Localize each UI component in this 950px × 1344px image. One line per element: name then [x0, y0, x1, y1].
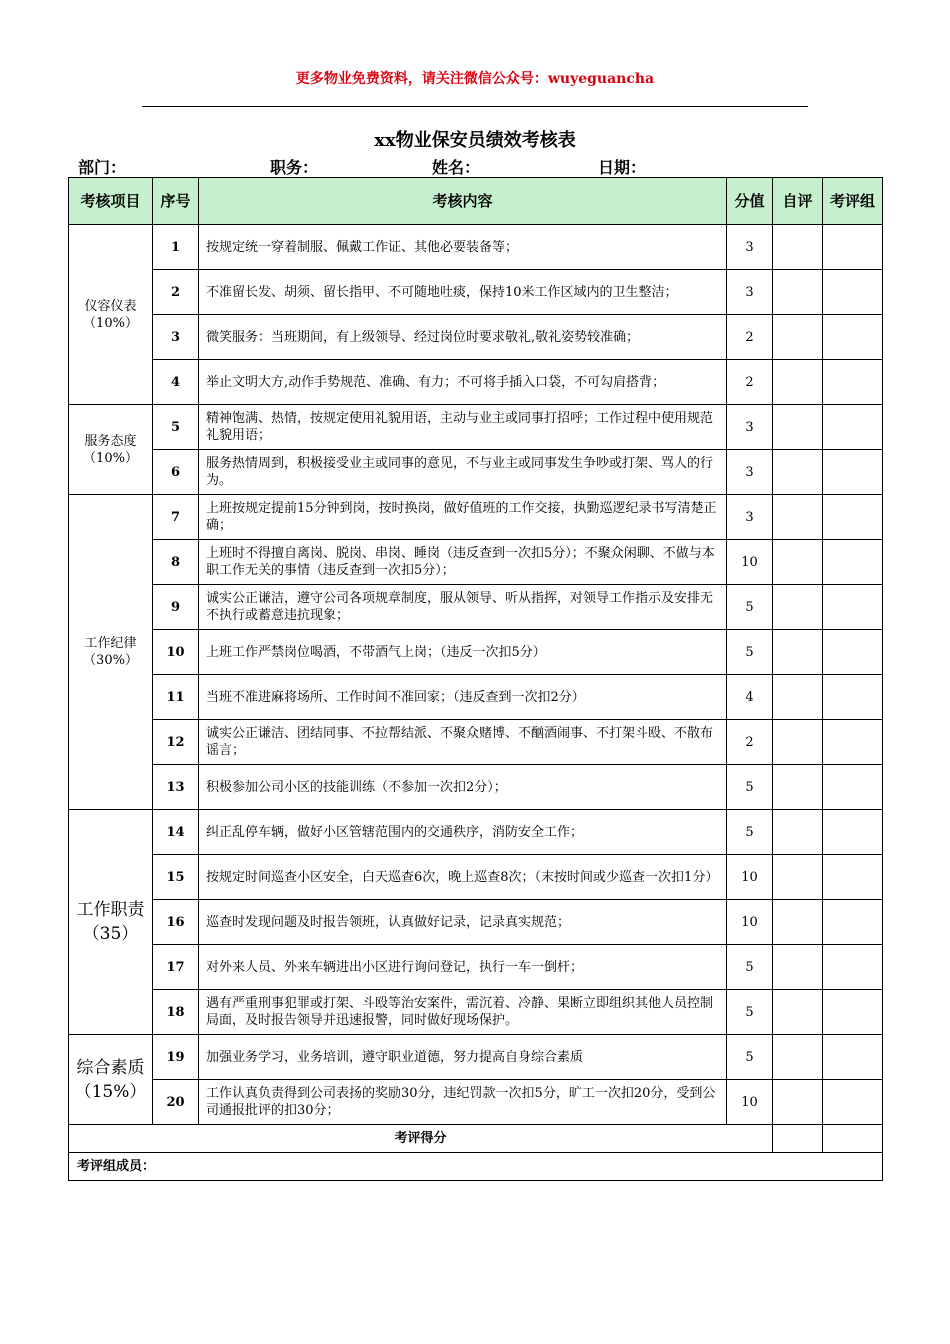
- item-score: 2: [727, 720, 773, 765]
- panel-score-cell[interactable]: [823, 630, 883, 675]
- item-content: 按规定统一穿着制服、佩戴工作证、其他必要装备等；: [199, 225, 727, 270]
- table-row: [69, 810, 883, 855]
- self-score-cell[interactable]: [773, 720, 823, 765]
- item-score: 3: [727, 450, 773, 495]
- date-label: 日期：: [598, 158, 647, 177]
- item-score: 2: [727, 360, 773, 405]
- self-score-cell[interactable]: [773, 810, 823, 855]
- table-row: [69, 630, 883, 675]
- item-no: 9: [153, 585, 199, 630]
- category-quality: [69, 1035, 153, 1125]
- self-score-cell[interactable]: [773, 360, 823, 405]
- self-score-cell[interactable]: [773, 405, 823, 450]
- self-score-cell[interactable]: [773, 450, 823, 495]
- item-content: 加强业务学习，业务培训，遵守职业道德，努力提高自身综合素质: [199, 1035, 727, 1080]
- item-score: 10: [727, 855, 773, 900]
- item-no: 17: [153, 945, 199, 990]
- self-score-cell[interactable]: [773, 630, 823, 675]
- self-score-cell[interactable]: [773, 495, 823, 540]
- item-score: 10: [727, 900, 773, 945]
- item-content: 上班按规定提前15分钟到岗，按时换岗，做好值班的工作交接，执勤巡逻纪录书写清楚正确；: [199, 495, 727, 540]
- item-score: 3: [727, 225, 773, 270]
- item-score: 5: [727, 810, 773, 855]
- dept-label: 部门：: [78, 158, 127, 177]
- table-row: [69, 900, 883, 945]
- item-no: 14: [153, 810, 199, 855]
- item-content: 上班工作严禁岗位喝酒，不带酒气上岗；（违反一次扣5分）: [199, 630, 727, 675]
- header-no: 序号: [153, 178, 199, 225]
- self-score-cell[interactable]: [773, 270, 823, 315]
- item-score: 4: [727, 675, 773, 720]
- item-content: 积极参加公司小区的技能训练（不参加一次扣2分）；: [199, 765, 727, 810]
- self-score-cell[interactable]: [773, 540, 823, 585]
- panel-score-cell[interactable]: [823, 540, 883, 585]
- item-no: 5: [153, 405, 199, 450]
- page-title: xx物业保安员绩效考核表: [374, 130, 576, 151]
- category-name: 综合素质: [76, 1057, 145, 1078]
- item-no: 6: [153, 450, 199, 495]
- form-meta-row: [78, 155, 878, 177]
- table-row: [69, 855, 883, 900]
- self-score-cell[interactable]: [773, 315, 823, 360]
- header-content: 考核内容: [199, 178, 727, 225]
- item-no: 13: [153, 765, 199, 810]
- category-weight: （15%）: [74, 1081, 147, 1102]
- category-name: 仪容仪表: [84, 298, 137, 314]
- position-label: 职务：: [270, 158, 319, 177]
- panel-score-cell[interactable]: [823, 405, 883, 450]
- self-score-cell[interactable]: [773, 855, 823, 900]
- table-row: [69, 765, 883, 810]
- item-content: 遇有严重刑事犯罪或打架、斗殴等治安案件，需沉着、冷静、果断立即组织其他人员控制局面，及时报告领导并迅速报警，同时做好现场保护。: [199, 990, 727, 1035]
- panel-score-cell[interactable]: [823, 720, 883, 765]
- self-score-cell[interactable]: [773, 1035, 823, 1080]
- self-score-cell[interactable]: [773, 1080, 823, 1125]
- table-row: [69, 585, 883, 630]
- item-score: 2: [727, 315, 773, 360]
- table-header-row: [69, 178, 883, 225]
- item-no: 7: [153, 495, 199, 540]
- item-content: 微笑服务：当班期间，有上级领导、经过岗位时要求敬礼,敬礼姿势较准确；: [199, 315, 727, 360]
- assessment-table: [68, 177, 883, 1181]
- table-row: [69, 990, 883, 1035]
- panel-score-cell[interactable]: [823, 1080, 883, 1125]
- panel-score-cell[interactable]: [823, 495, 883, 540]
- table-row: [69, 1035, 883, 1080]
- panel-score-cell[interactable]: [823, 855, 883, 900]
- self-total-cell[interactable]: [773, 1125, 823, 1153]
- item-content: 不准留长发、胡须、留长指甲、不可随地吐痰，保持10米工作区域内的卫生整洁；: [199, 270, 727, 315]
- category-name: 工作职责: [76, 900, 145, 920]
- item-content: 工作认真负责得到公司表扬的奖励30分，违纪罚款一次扣5分，旷工一次扣20分，受到公司通报批评的扣30分；: [199, 1080, 727, 1125]
- self-score-cell[interactable]: [773, 585, 823, 630]
- panel-score-cell[interactable]: [823, 315, 883, 360]
- name-label: 姓名：: [432, 158, 481, 177]
- category-weight: （10%）: [83, 450, 138, 466]
- item-content: 服务热情周到，积极接受业主或同事的意见，不与业主或同事发生争吵或打架、骂人的行为。: [199, 450, 727, 495]
- panel-score-cell[interactable]: [823, 450, 883, 495]
- self-score-cell[interactable]: [773, 765, 823, 810]
- self-score-cell[interactable]: [773, 945, 823, 990]
- item-score: 3: [727, 495, 773, 540]
- item-content: 巡查时发现问题及时报告领班，认真做好记录，记录真实规范；: [199, 900, 727, 945]
- item-score: 3: [727, 270, 773, 315]
- header-self: 自评: [773, 178, 823, 225]
- category-appearance: [69, 225, 153, 405]
- category-name: 工作纪律: [84, 636, 137, 651]
- item-no: 15: [153, 855, 199, 900]
- item-score: 10: [727, 540, 773, 585]
- panel-score-cell[interactable]: [823, 945, 883, 990]
- panel-score-cell[interactable]: [823, 225, 883, 270]
- item-score: 5: [727, 945, 773, 990]
- item-no: 11: [153, 675, 199, 720]
- table-row: [69, 1080, 883, 1125]
- item-content: 纠正乱停车辆，做好小区管辖范围内的交通秩序，消防安全工作；: [199, 810, 727, 855]
- item-content: 上班时不得擅自离岗、脱岗、串岗、睡岗（违反查到一次扣5分）；不聚众闲聊、不做与本职工作无关的事情（违反查到一次扣5分）；: [199, 540, 727, 585]
- table-row: [69, 720, 883, 765]
- item-no: 12: [153, 720, 199, 765]
- item-score: 5: [727, 1035, 773, 1080]
- item-content: 举止文明大方,动作手势规范、准确、有力；不可将手插入口袋，不可勾肩搭背；: [199, 360, 727, 405]
- item-no: 10: [153, 630, 199, 675]
- item-no: 1: [153, 225, 199, 270]
- table-row: [69, 495, 883, 540]
- header-panel: 考评组: [823, 178, 883, 225]
- table-row: [69, 315, 883, 360]
- panel-score-cell[interactable]: [823, 990, 883, 1035]
- item-score: 5: [727, 630, 773, 675]
- panel-score-cell[interactable]: [823, 585, 883, 630]
- item-content: 诚实公正谦洁、团结同事、不拉帮结派、不聚众赌博、不酗酒闹事、不打架斗殴、不散布谣言；: [199, 720, 727, 765]
- table-row: [69, 270, 883, 315]
- item-no: 19: [153, 1035, 199, 1080]
- category-name: 服务态度: [84, 433, 137, 449]
- self-score-cell[interactable]: [773, 225, 823, 270]
- header-category: 考核项目: [69, 178, 153, 225]
- panel-total-cell[interactable]: [823, 1125, 883, 1153]
- panel-score-cell[interactable]: [823, 360, 883, 405]
- item-content: 精神饱满、热情，按规定使用礼貌用语，主动与业主或同事打招呼；工作过程中使用规范礼貌用语；: [199, 405, 727, 450]
- category-weight: （30%）: [83, 653, 138, 668]
- panel-score-cell[interactable]: [823, 675, 883, 720]
- promo-banner: 更多物业免费资料，请关注微信公众号：wuyeguancha: [295, 71, 655, 87]
- header-score: 分值: [727, 178, 773, 225]
- table-row: [69, 945, 883, 990]
- panel-score-cell[interactable]: [823, 810, 883, 855]
- table-row: [69, 360, 883, 405]
- table-row: [69, 540, 883, 585]
- item-no: 20: [153, 1080, 199, 1125]
- table-row: [69, 450, 883, 495]
- item-no: 16: [153, 900, 199, 945]
- item-no: 18: [153, 990, 199, 1035]
- panel-members-field[interactable]: 考评组成员：: [69, 1153, 883, 1181]
- self-score-cell[interactable]: [773, 675, 823, 720]
- item-score: 5: [727, 765, 773, 810]
- category-weight: （10%）: [83, 315, 138, 331]
- table-row: [69, 675, 883, 720]
- item-no: 8: [153, 540, 199, 585]
- total-score-label: 考评得分: [69, 1125, 773, 1153]
- category-service: [69, 405, 153, 495]
- panel-score-cell[interactable]: [823, 1035, 883, 1080]
- item-score: 5: [727, 990, 773, 1035]
- table-row: [69, 405, 883, 450]
- item-score: 5: [727, 585, 773, 630]
- panel-score-cell[interactable]: [823, 900, 883, 945]
- item-score: 10: [727, 1080, 773, 1125]
- item-no: 3: [153, 315, 199, 360]
- category-weight: （35）: [82, 924, 139, 944]
- panel-score-cell[interactable]: [823, 270, 883, 315]
- header-divider: [142, 106, 808, 107]
- category-discipline: [69, 495, 153, 810]
- item-content: 对外来人员、外来车辆进出小区进行询问登记，执行一车一倒杆；: [199, 945, 727, 990]
- panel-members-row: [69, 1153, 883, 1181]
- self-score-cell[interactable]: [773, 990, 823, 1035]
- category-duties: [69, 810, 153, 1035]
- item-no: 4: [153, 360, 199, 405]
- item-content: 按规定时间巡查小区安全，白天巡查6次，晚上巡查8次；（末按时间或少巡查一次扣1分）: [199, 855, 727, 900]
- table-row: [69, 225, 883, 270]
- self-score-cell[interactable]: [773, 900, 823, 945]
- item-score: 3: [727, 405, 773, 450]
- item-content: 当班不准进麻将场所、工作时间不准回家；（违反查到一次扣2分）: [199, 675, 727, 720]
- item-no: 2: [153, 270, 199, 315]
- total-score-row: [69, 1125, 883, 1153]
- panel-score-cell[interactable]: [823, 765, 883, 810]
- item-content: 诚实公正谦洁，遵守公司各项规章制度，服从领导、听从指挥，对领导工作指示及安排无不执行或蓄意违抗现象；: [199, 585, 727, 630]
